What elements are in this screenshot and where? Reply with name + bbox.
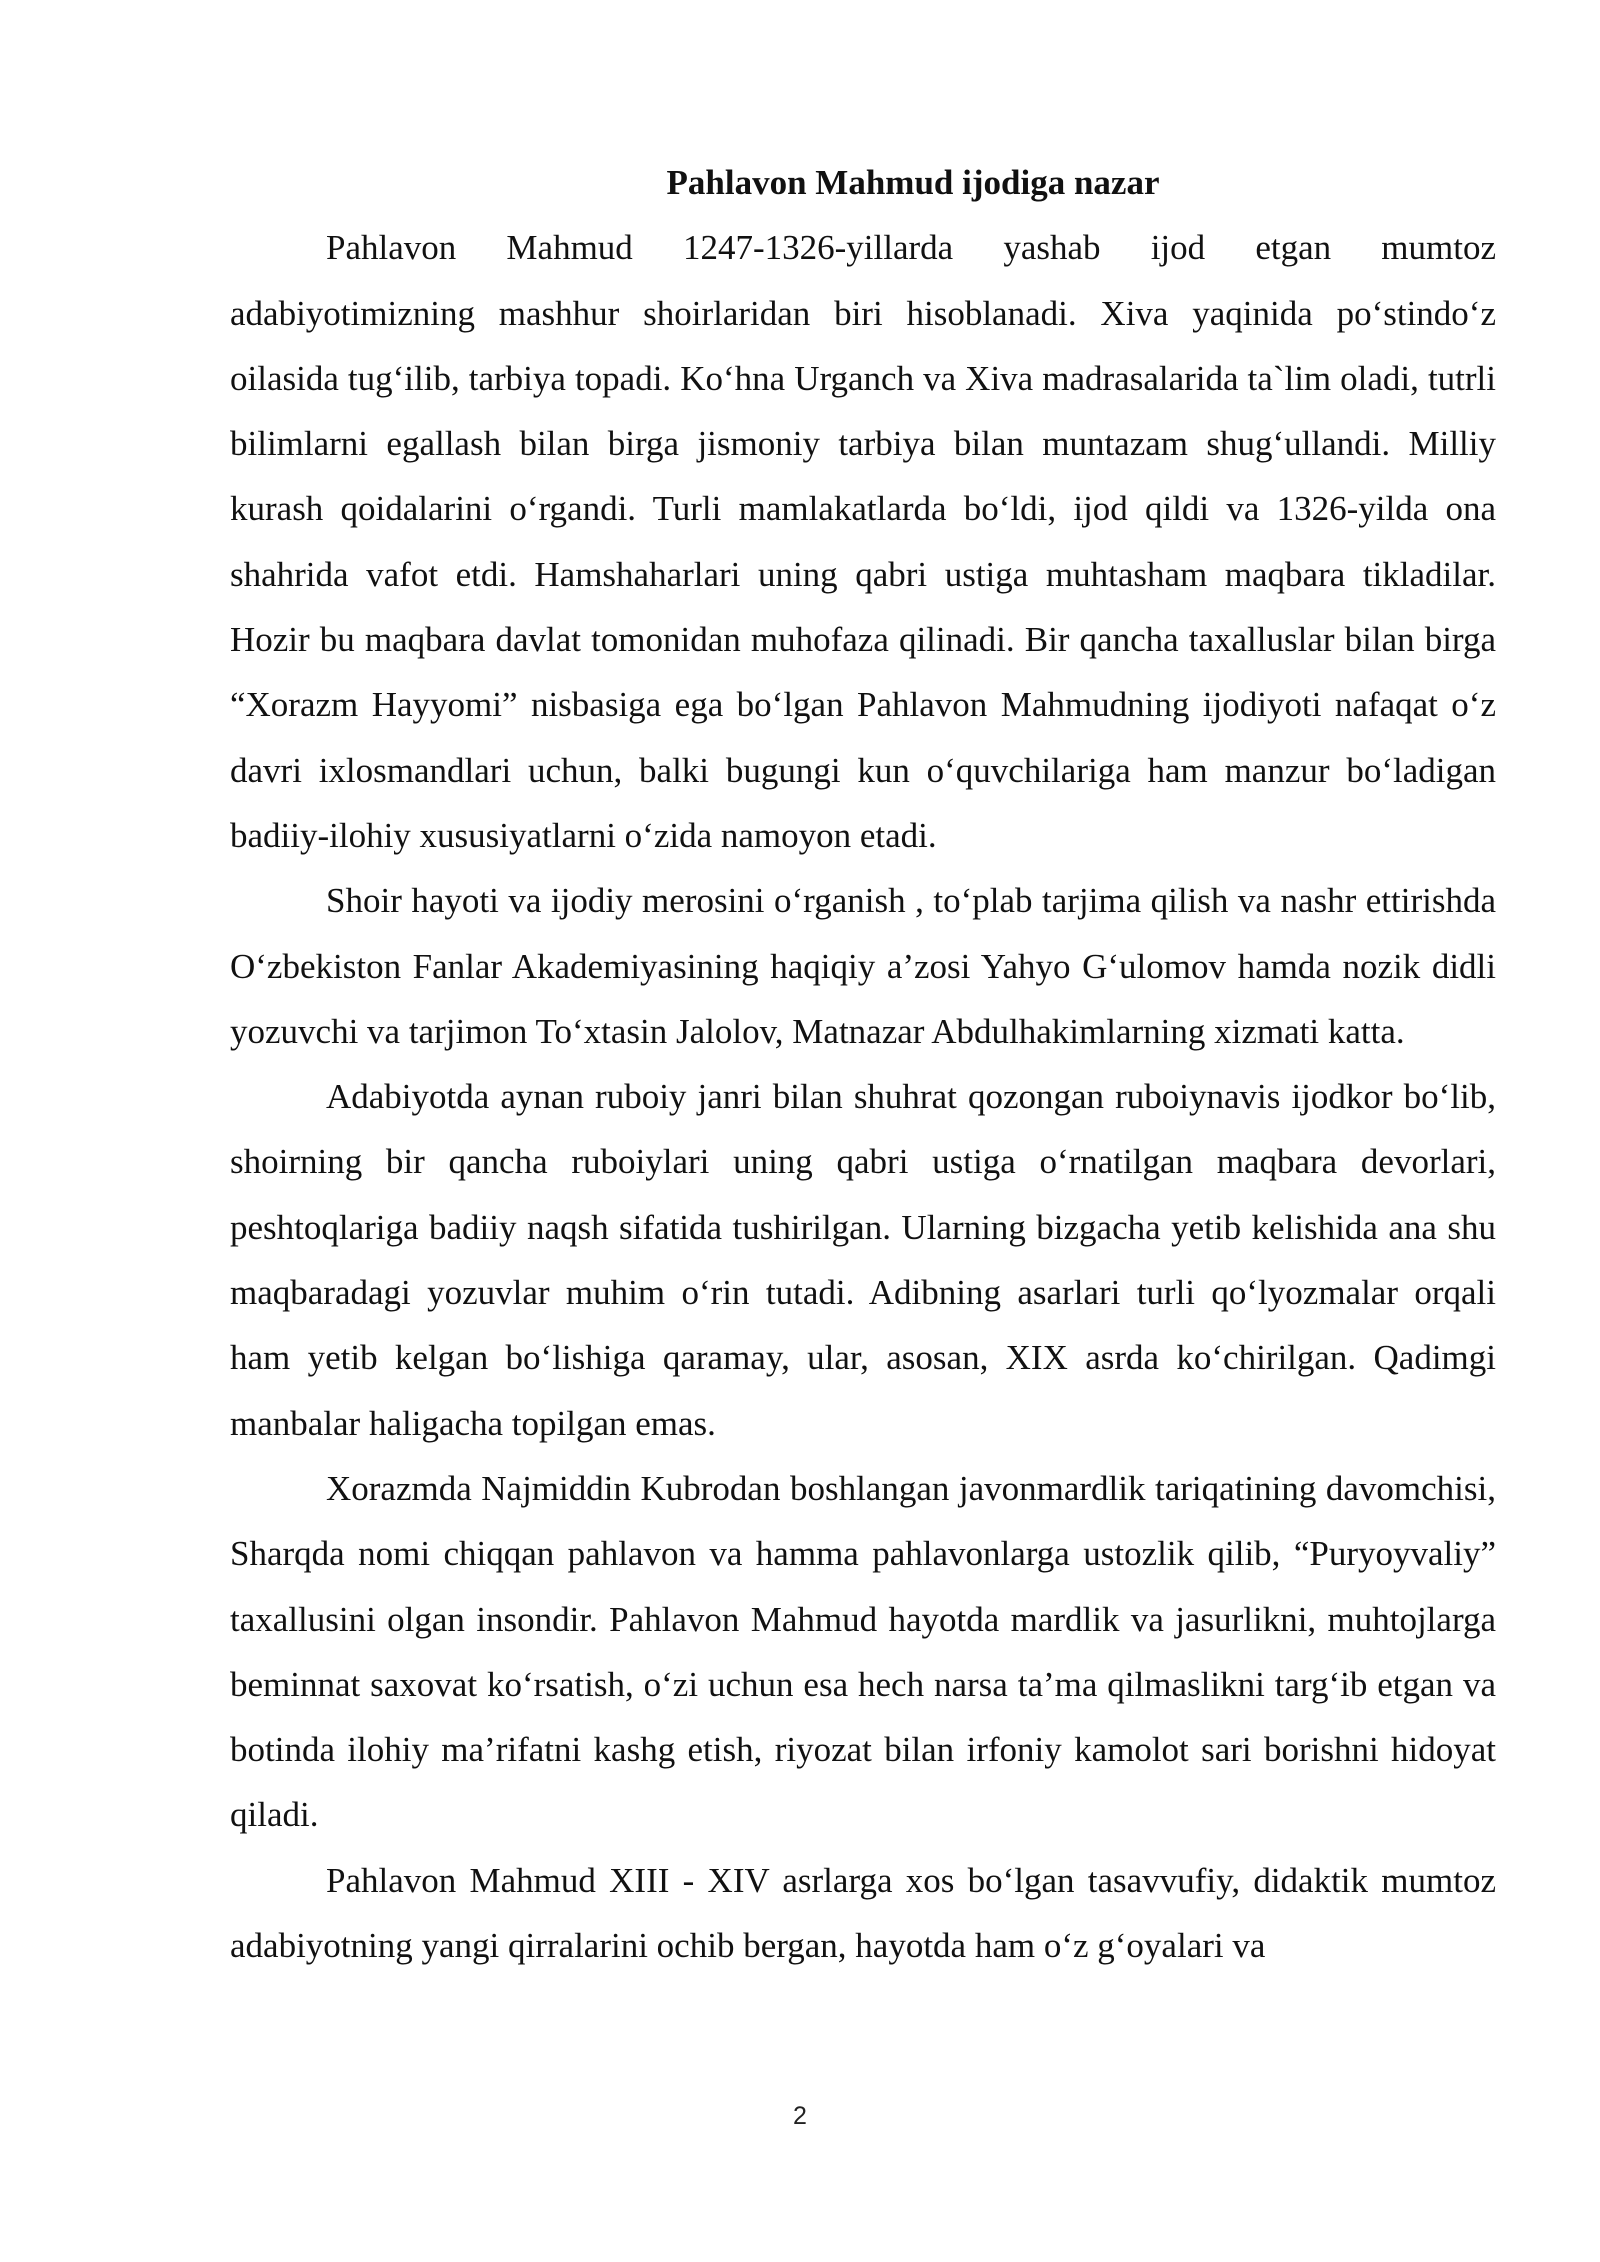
paragraph-biography: Pahlavon Mahmud 1247-1326-yillarda yashab ijod etgan mumtoz adabiyotimizning mashhur shoirlaridan biri hisoblanadi. Xiva yaqinida po‘stindo‘z oilasida tug‘ilib, tarbiya topadi. Ko‘hna Urganch va Xiva madrasalarida ta`lim oladi, tutrli bilimlarni egallash bilan birga jismoniy tarbiya bilan muntazam shug‘ullandi. Milliy kurash qoidalarini o‘rgandi. Turli mamlakatlarda bo‘ldi, ijod qildi va 1326-yilda ona shahrida vafot etdi. Hamshaharlari uning qabri ustiga muhtasham maqbara tikladilar. Hozir bu maqbara davlat tomonidan muhofaza qilinadi. Bir qancha taxalluslar bilan birga “Xorazm Hayyomi” nisbasiga ega bo‘lgan Pahlavon Mahmudning ijodiyoti nafaqat o‘z davri ixlosmandlari uchun, balki bugungi kun o‘quvchilariga ham manzur bo‘ladigan badiiy-ilohiy xususiyatlarni o‘zida namoyon etadi. xyxy=(230,228,1496,855)
paragraph-ruboiy: Adabiyotda aynan ruboiy janri bilan shuhrat qozongan ruboiynavis ijodkor bo‘lib, shoirning bir qancha ruboiylari uning qabri ustiga o‘rnatilgan maqbara devorlari, peshtoqlariga badiiy naqsh sifatida tushirilgan. Ularning bizgacha yetib kelishida ana shu maqbaradagi yozuvlar muhim o‘rin tutadi. Adibning asarlari turli qo‘lyozmalar orqali ham yetib kelgan bo‘lishiga qaramay, ular, asosan, XIX asrda ko‘chirilgan. Qadimgi manbalar haligacha topilgan emas. xyxy=(230,1077,1496,1443)
page-number: 2 xyxy=(793,2102,807,2130)
paragraph-research: Shoir hayoti va ijodiy merosini o‘rganish , to‘plab tarjima qilish va nashr ettirishda O‘zbekiston Fanlar Akademiyasining haqiqiy a’zosi Yahyo G‘ulomov hamda nozik didli yozuvchi va tarjimon To‘xtasin Jalolov, Matnazar Abdulhakimlarning xizmati katta. xyxy=(230,881,1496,1051)
paragraph-javonmardlik: Xorazmda Najmiddin Kubrodan boshlangan javonmardlik tariqatining davomchisi, Sharqda nomi chiqqan pahlavon va hamma pahlavonlarga ustozlik qilib, “Puryoyvaliy” taxallusini olgan insondir. Pahlavon Mahmud hayotda mardlik va jasurlikni, muhtojlarga beminnat saxovat ko‘rsatish, o‘zi uchun esa hech narsa ta’ma qilmaslikni targ‘ib etgan va botinda ilohiy ma’rifatni kashg etish, riyozat bilan irfoniy kamolot sari borishni hidoyat qiladi. xyxy=(230,1468,1496,1835)
paragraph-literature: Pahlavon Mahmud XIII - XIV asrlarga xos bo‘lgan tasavvufiy, didaktik mumtoz adabiyotning yangi qirralarini ochib bergan, hayotda ham o‘z g‘oyalari va xyxy=(230,1860,1496,1966)
document-title: Pahlavon Mahmud ijodiga nazar xyxy=(666,163,1160,202)
page-content xyxy=(230,150,1496,1978)
